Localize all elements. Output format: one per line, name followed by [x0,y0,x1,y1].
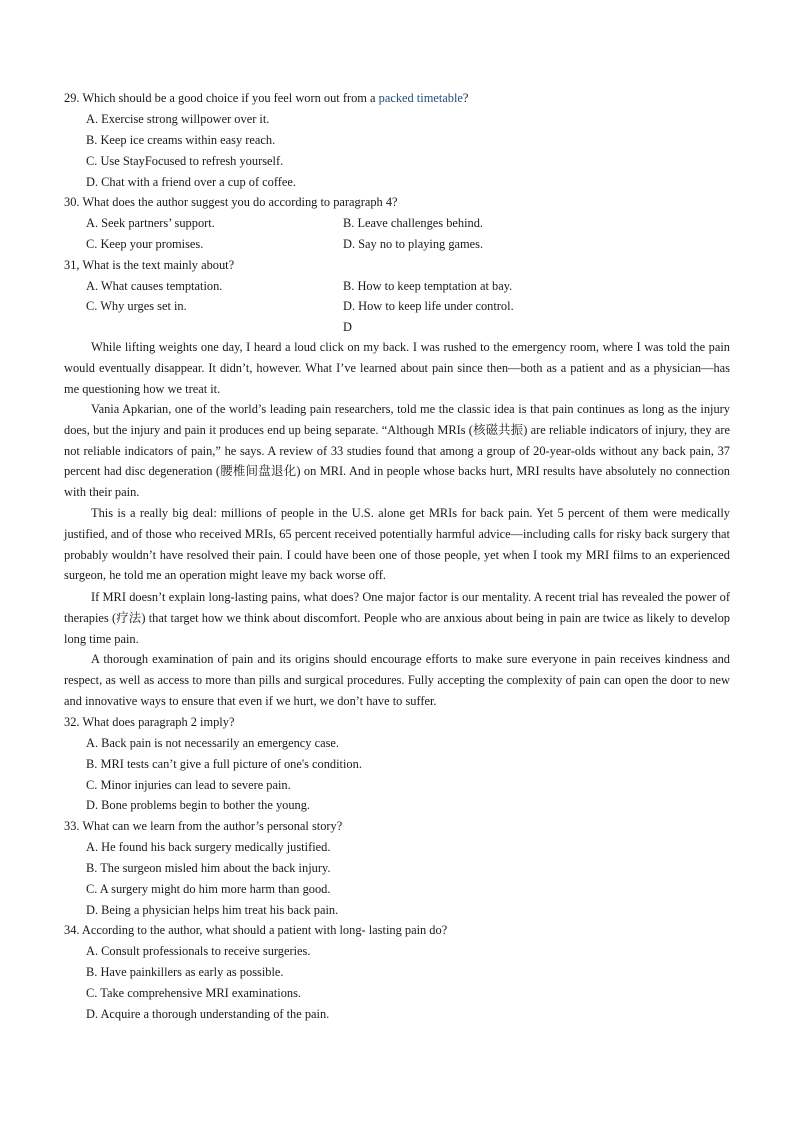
passage-paragraph-2: Vania Apkarian, one of the world’s leading pain researchers, told me the classic idea is that pain continues as long as the injury does, but the injury and pain it produces end up being separate. “Although MRIs (核磁共振) are reliable indicators of injury, they are not reliable indicators of pain,” he says. A review of 33 studies found that among a group of 20-year-olds without any back pain, 37 percent had disc degeneration (腰椎间盘退化) on MRI. And in people whose backs hurt, MRI results have absolutely no connection with their pain. [64,402,730,500]
q29-highlight: packed timetable [378,91,463,105]
q29-option-c: C. Use StayFocused to refresh yourself. [86,154,284,168]
q30-option-a: A. Seek partners’ support. [86,216,215,230]
q34-stem: 34. According to the author, what should a patient with long- lasting pain do? [64,923,448,937]
q31-stem: 31, What is the text mainly about? [64,258,235,272]
q32-option-b: B. MRI tests can’t give a full picture of one's condition. [86,757,362,771]
q32-option-d: D. Bone problems begin to bother the young. [86,798,311,812]
q34-option-c: C. Take comprehensive MRI examinations. [86,986,302,1000]
section-label: D [343,320,352,334]
q30-option-c: C. Keep your promises. [86,237,204,251]
q32-stem: 32. What does paragraph 2 imply? [64,715,235,729]
q29-option-b: B. Keep ice creams within easy reach. [86,133,276,147]
q29-option-a: A. Exercise strong willpower over it. [86,112,270,126]
q34-option-a: A. Consult professionals to receive surgeries. [86,944,311,958]
q30-option-d: D. Say no to playing games. [343,237,484,251]
q29-stem-text: 29. Which should be a good choice if you feel worn out from a [64,91,379,105]
q33-option-c: C. A surgery might do him more harm than good. [86,882,331,896]
q32-option-a: A. Back pain is not necessarily an emergency case. [86,736,339,750]
passage-paragraph-4: If MRI doesn’t explain long-lasting pains, what does? One major factor is our mentality. A recent trial has revealed the power of therapies (疗法) that target how we think about discomfort. People who are anxious about being in pain are twice as likely to develop long time pain. [64,590,730,646]
q33-option-d: D. Being a physician helps him treat his back pain. [86,903,339,917]
q32-option-c: C. Minor injuries can lead to severe pain. [86,778,291,792]
q30-stem: 30. What does the author suggest you do according to paragraph 4? [64,195,398,209]
passage-paragraph-5: A thorough examination of pain and its origins should encourage efforts to make sure everyone in pain receives kindness and respect, as well as access to more than pills and surgical procedures. Fully accepting the complexity of pain can open the door to new and innovative ways to ensure that even if we hurt, we don’t have to suffer. [64,652,730,708]
q29-stem [64,90,468,106]
q30-option-b: B. Leave challenges behind. [343,216,484,230]
passage-paragraph-3: This is a really big deal: millions of people in the U.S. alone get MRIs for back pain. Yet 5 percent of them were medically justified, and of those who received MRIs, 65 percent received potentially harmful advice—including calls for risky back surgery that probably wouldn’t have resolved their pain. I could have been one of those people, yet when I took my MRI films to an experienced surgeon, he told me an operation might leave my back worse off. [64,506,730,583]
passage-paragraph-1: While lifting weights one day, I heard a loud click on my back. I was rushed to the emergency room, where I was told the pain would eventually disappear. It didn’t, however. What I’ve learned about pain since then—both as a patient and as a physician—has me questioning how we treat it. [64,340,730,396]
q31-option-b: B. How to keep temptation at bay. [343,279,513,293]
q31-option-d: D. How to keep life under control. [343,299,514,313]
q29-stem-end: ? [462,91,469,105]
q34-option-d: D. Acquire a thorough understanding of the pain. [86,1007,330,1021]
q33-option-b: B. The surgeon misled him about the back injury. [86,861,331,875]
q33-stem: 33. What can we learn from the author’s personal story? [64,819,343,833]
q31-option-a: A. What causes temptation. [86,279,223,293]
q31-option-c: C. Why urges set in. [86,299,187,313]
q34-option-b: B. Have painkillers as early as possible. [86,965,284,979]
q33-option-a: A. He found his back surgery medically justified. [86,840,331,854]
q29-option-d: D. Chat with a friend over a cup of coffee. [86,175,296,189]
